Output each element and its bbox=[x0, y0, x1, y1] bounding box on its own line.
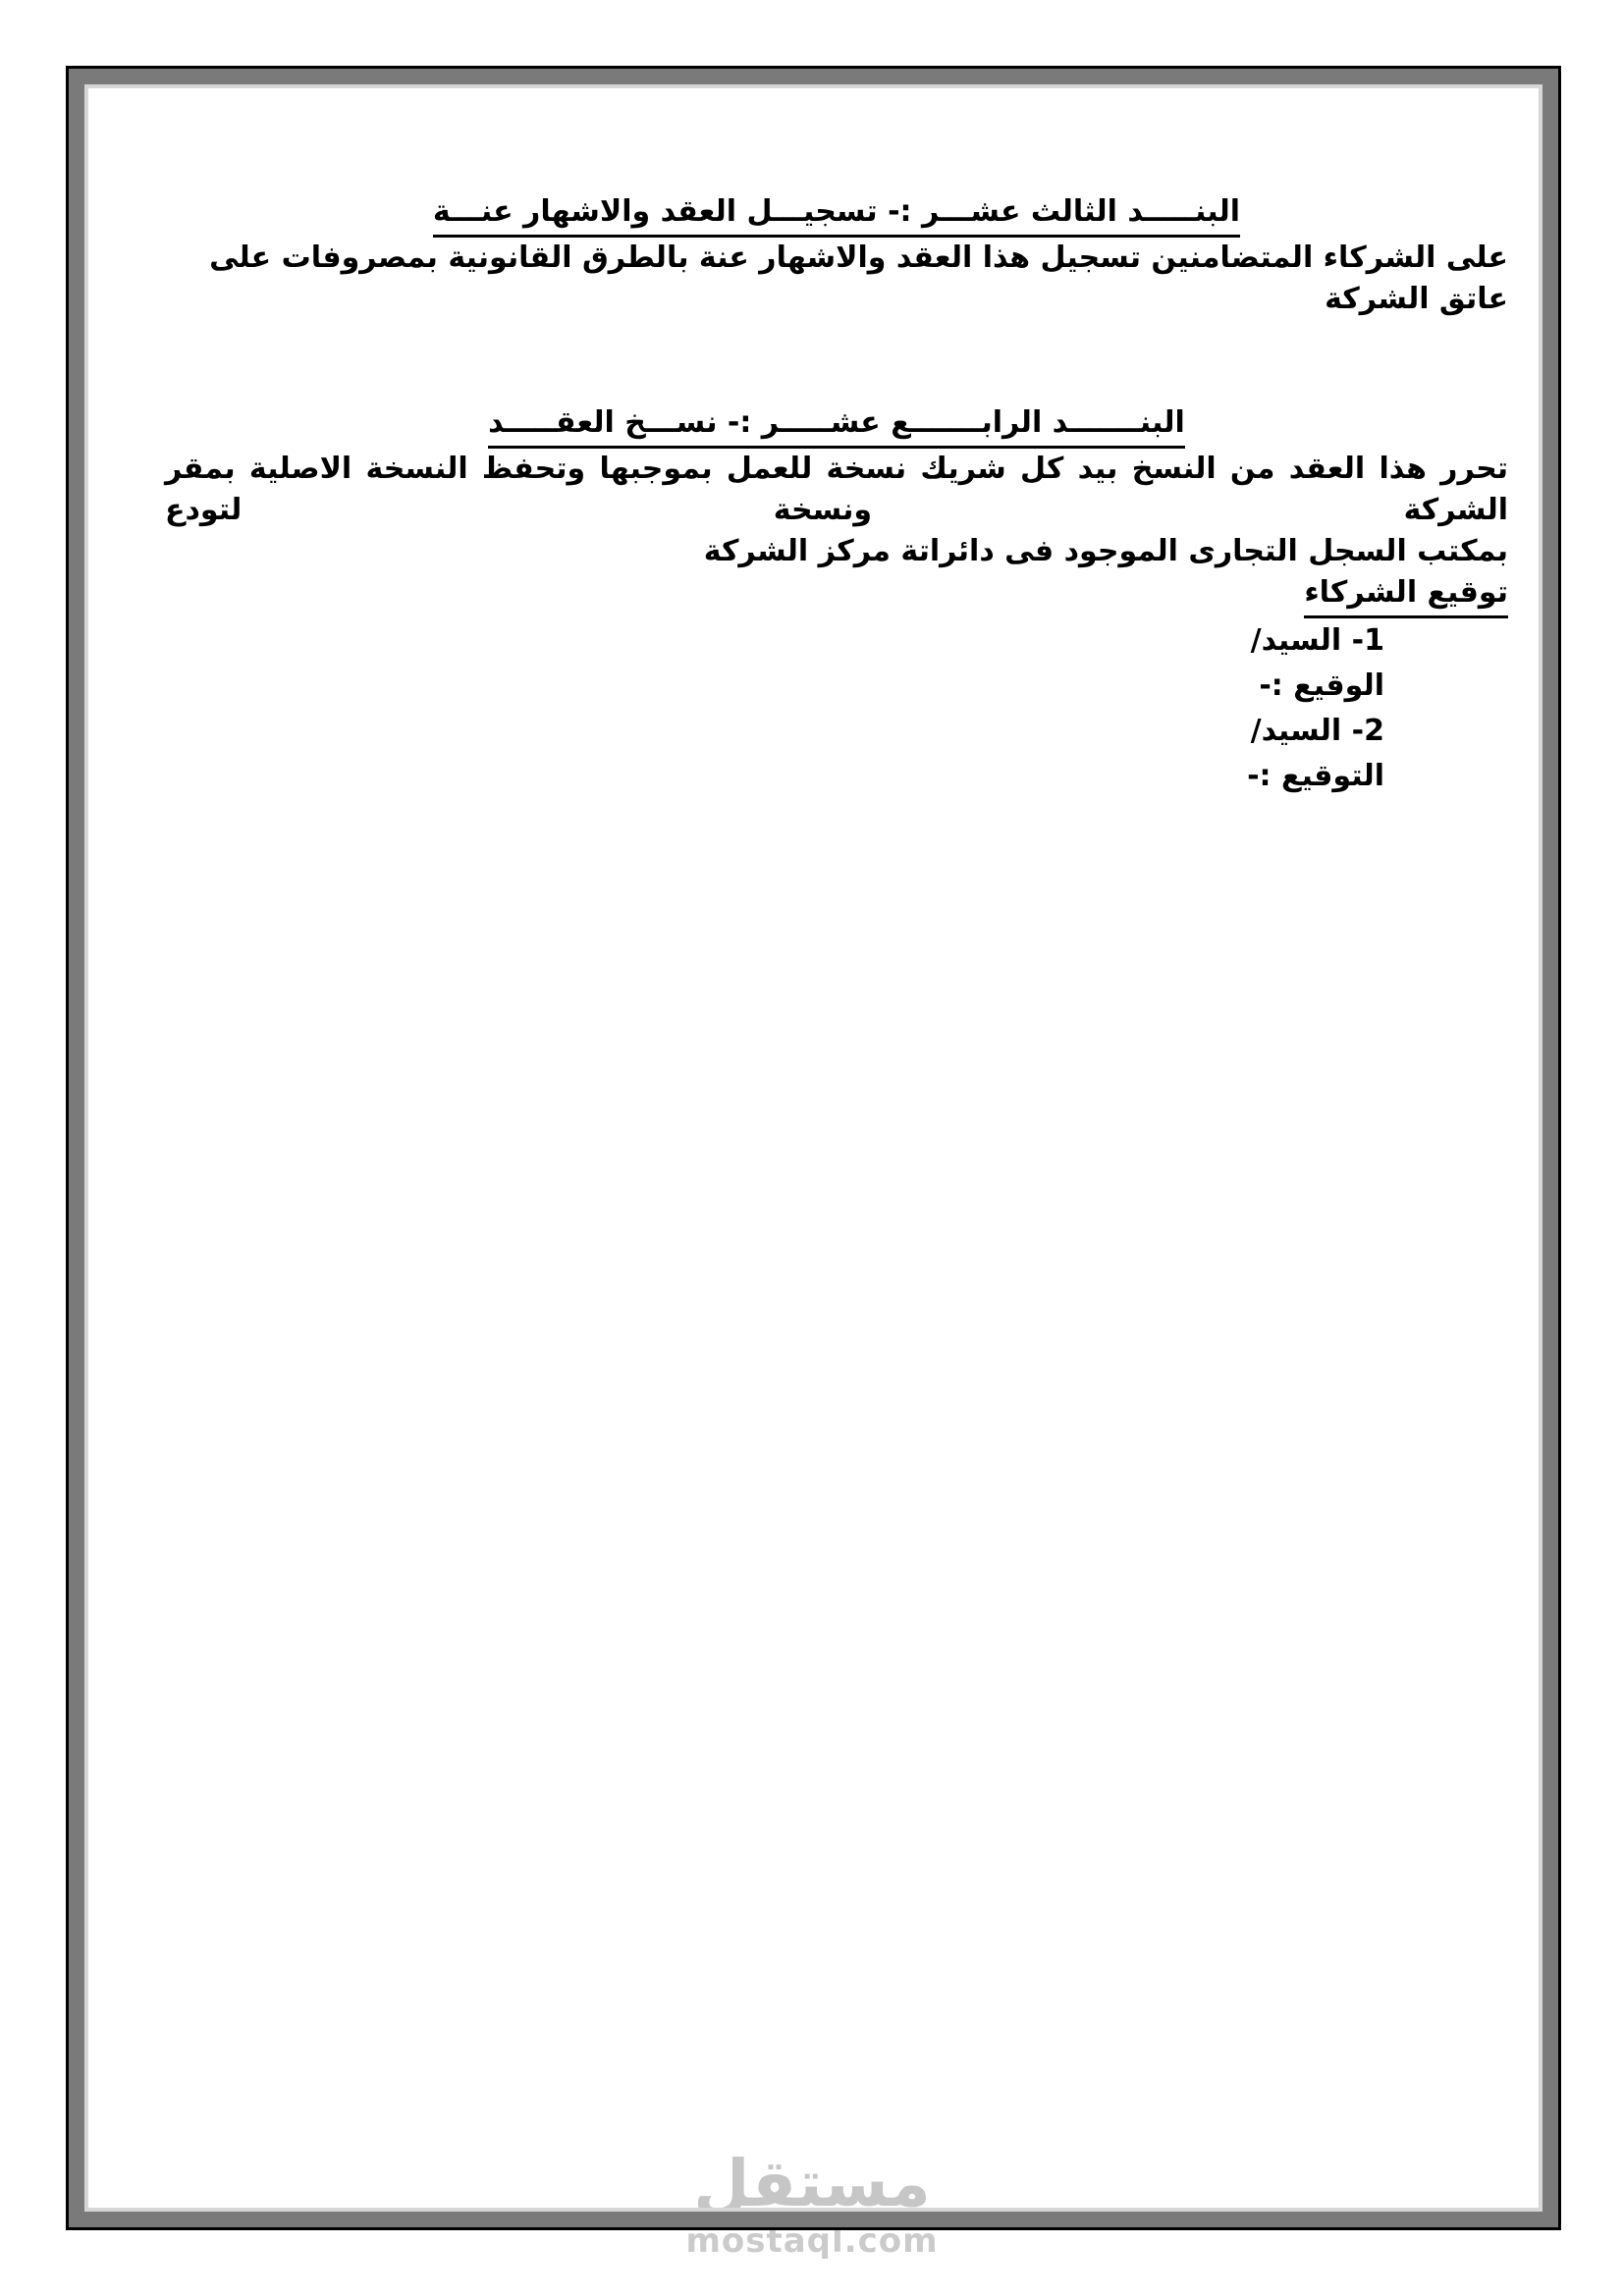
clause-13-title: البنـــــد الثالث عشـــر :- تسجيـــل العقد والاشهار عنـــة bbox=[433, 191, 1240, 238]
section-spacer bbox=[165, 320, 1508, 402]
watermark-site-url: mostaql.com bbox=[685, 2221, 939, 2261]
clause-14-title: البنـــــــد الرابـــــــع عشـــــر :- نســـخ العقـــــد bbox=[488, 402, 1185, 449]
signature-partner-1-name-line: 1- السيد/ bbox=[1250, 623, 1384, 658]
clause-14-body-line-2: بمكتب السجل التجارى الموجود فى دائراتة مركز الشركة bbox=[703, 534, 1508, 568]
clause-13-body: على الشركاء المتضامنين تسجيل هذا العقد والاشهار عنة بالطرق القانونية بمصروفات على عاتق الشركة bbox=[209, 240, 1508, 316]
signature-partner-2-signature-line: التوقيع :- bbox=[1247, 759, 1384, 793]
watermark-arabic-logo: مستقل bbox=[693, 2146, 931, 2221]
clause-14-section bbox=[165, 402, 1508, 449]
signatures-heading: توقيع الشركاء bbox=[1304, 572, 1508, 618]
signatures-section bbox=[165, 572, 1508, 618]
signature-partner-1-signature-line: الوقيع :- bbox=[1259, 668, 1384, 703]
clause-14-body-line-1: تحرر هذا العقد من النسخ بيد كل شريك نسخة للعمل بموجبها وتحفظ النسخة الاصلية بمقر الشركة ونسخة لتودع bbox=[165, 452, 1508, 527]
signatures-list bbox=[165, 618, 1508, 799]
clause-13-section bbox=[165, 191, 1508, 238]
watermark bbox=[685, 2146, 939, 2261]
signature-partner-2-name-line: 2- السيد/ bbox=[1250, 714, 1384, 748]
document-content bbox=[90, 90, 1530, 799]
